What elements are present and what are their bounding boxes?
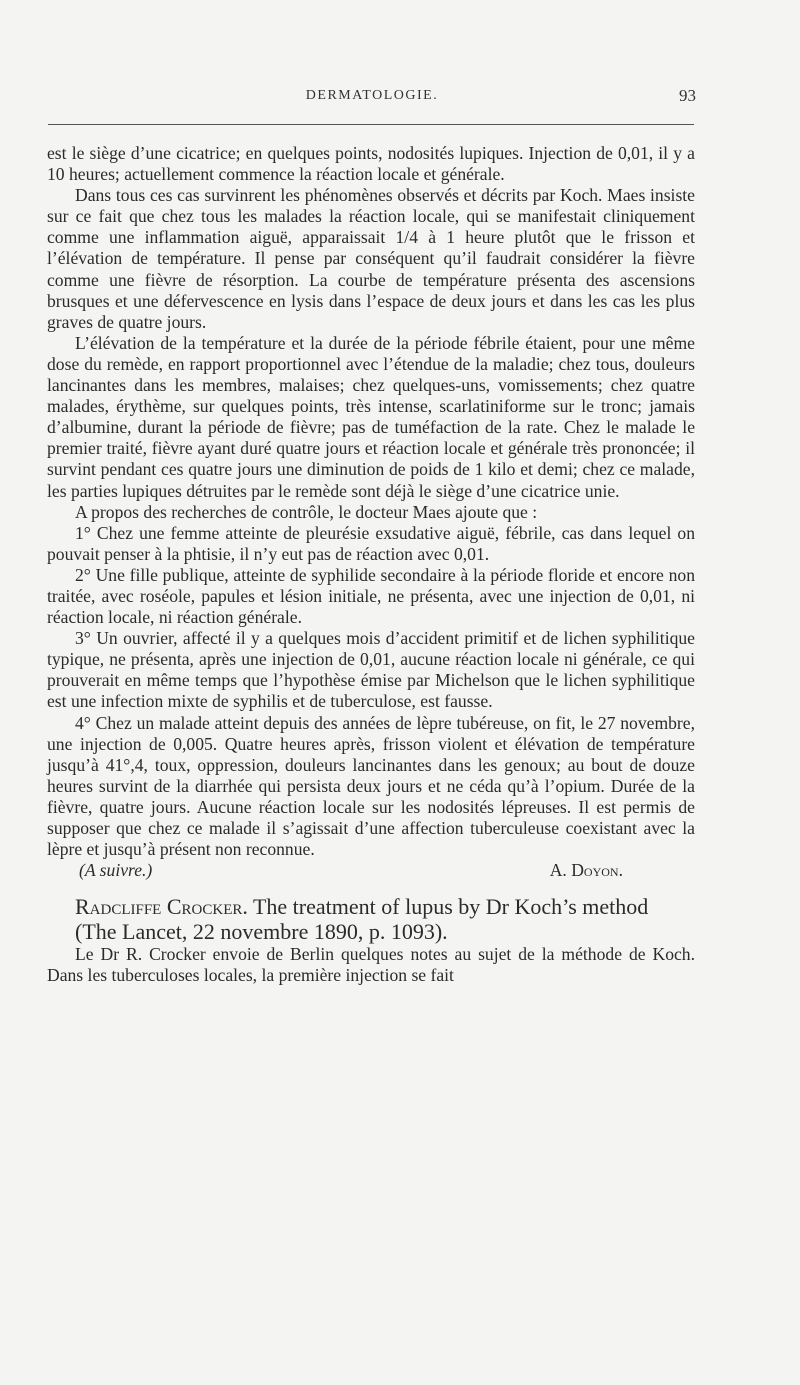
paragraph: 2° Une fille publique, atteinte de syphilide secondaire à la période floride et encore non traitée, avec roséole, papules et lésion initiale, ne présenta, avec une injection de 0,01, ni réaction locale, ni réaction générale. bbox=[47, 564, 695, 628]
signature-line bbox=[47, 860, 695, 882]
page-number: 93 bbox=[679, 86, 696, 105]
paragraph: 4° Chez un malade atteint depuis des années de lèpre tubéreuse, on fit, le 27 novembre, une injection de 0,005. Quatre heures après, frisson violent et élévation de température jusqu’à 41°,4, toux, oppression, douleurs lancinantes dans les genoux; au bout de douze heures survint de la diarrhée qui persista deux jours et ne céda qu’à l’opium. Durée de la fièvre, quatre jours. Aucune réaction locale sur les nodosités lépreuses. Il est permis de supposer que chez ce malade il s’agissait d’une affection tuberculeuse coexistant avec la lèpre et jusqu’à présent non reconnue. bbox=[47, 712, 695, 860]
paragraph: 3° Un ouvrier, affecté il y a quelques mois d’accident primitif et de lichen syphilitique typique, ne présenta, après une injection de 0,01, aucune réaction locale ni générale, ce qui prouverait en même temps que l’hypothèse émise par Michelson que le lichen syphilitique est une infection mixte de syphilis et de tuberculose, est fausse. bbox=[47, 628, 695, 712]
running-title: DERMATOLOGIE. bbox=[305, 88, 439, 103]
paragraph: A propos des recherches de contrôle, le docteur Maes ajoute que : bbox=[75, 501, 538, 522]
header-rule bbox=[48, 124, 694, 125]
paragraph: est le siège d’une cicatrice; en quelques points, nodosités lupiques. Injection de 0,01, il y a 10 heures; actuellement commence la réaction locale et générale. bbox=[47, 143, 695, 185]
author-signature: A. Doyon. bbox=[549, 860, 623, 881]
article-title: The treatment of lupus by Dr Koch’s method bbox=[247, 894, 649, 920]
article-text bbox=[47, 143, 695, 986]
next-article bbox=[47, 894, 695, 986]
running-head bbox=[48, 88, 696, 112]
article-author: Radcliffe Crocker. bbox=[75, 894, 248, 920]
paragraph: L’élévation de la température et la durée de la période fébrile étaient, pour une même dose du remède, en rapport proportionnel avec l’étendue de la maladie; chez tous, douleurs lancinantes dans les membres, malaises; chez quelques-uns, vomissements; chez quatre malades, érythème, sur quelques points, très intense, scarlatiniforme sur le tronc; jamais d’albumine, durant la période de fièvre; pas de tuméfaction de la rate. Chez le malade le premier traité, fièvre ayant duré quatre jours et réaction locale et générale très prononcée; il survint pendant ces quatre jours une diminution de poids de 1 kilo et demi; chez ce malade, les parties lupiques détruites par le remède sont déjà le siège d’une cicatrice unie. bbox=[47, 332, 695, 501]
article-heading bbox=[47, 894, 695, 944]
article-reference: (The Lancet, 22 novembre 1890, p. 1093). bbox=[75, 919, 448, 945]
to-be-continued: (A suivre.) bbox=[79, 860, 153, 881]
article-body: Le Dr R. Crocker envoie de Berlin quelques notes au sujet de la méthode de Koch. Dans les tuberculoses locales, la première injection se fait bbox=[47, 944, 695, 986]
paragraph: 1° Chez une femme atteinte de pleurésie exsudative aiguë, fébrile, cas dans lequel on pouvait penser à la phtisie, il n’y eut pas de réaction avec 0,01. bbox=[47, 522, 695, 564]
paragraph: Dans tous ces cas survinrent les phénomènes observés et décrits par Koch. Maes insiste sur ce fait que chez tous les malades la réaction locale, qui se manifestait cliniquement comme une inflammation aiguë, apparaissait 1/4 à 1 heure plutôt que le frisson et l’élévation de température. Il pense par conséquent qu’il faudrait considérer la fièvre comme une fièvre de résorption. La courbe de température présenta des ascensions brusques et une défervescence en lysis dans l’espace de deux jours et dans les cas les plus graves de quatre jours. bbox=[47, 185, 695, 332]
